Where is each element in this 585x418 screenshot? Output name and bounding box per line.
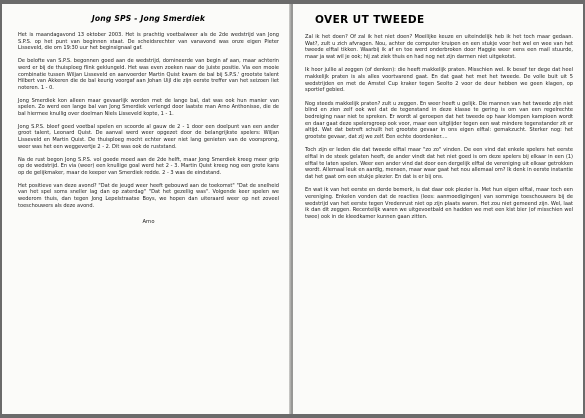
left-paragraph: De belofte van S.P.S. begonnen goed aan de wedstrijd, domineerde van begin af aan, maar achterin werd er bij de thuisploeg flink geklungeld. Het was even zoeken naar de juiste positie. Via een mooie combinatie tussen Wiljan Lisseveld en aanvoerder Martin Quist kwam de bal bij S.P.S.' grootste talent Hilbert van Akkeren die de bal keurig voorgaf aan Johan Uijl die zijn eerste treffer van het seizoen liet noteren. 1 - 0. — [18, 58, 279, 91]
right-paragraph: Nog steeds makkelijk praten? zult u zeggen. En weer heeft u gelijk. Die mannen van het tweede zijn niet blind en zien zelf ook wel dat de tegenstand in deze klasse te gering is om van een regelrechte bedreiging naar niet te spreken. Er wordt al geroepen dat het tweede op haar klompen kampioen wordt en daar gaat deze spelersgroep ook voor, maar een uitglijder tegen een wat mindere tegenstander zit er altijd. Wat dat betreft schuilt het grootste gevaar in ons eigen elftal: gemakzucht. Sterker nog: het grootste gevaar, dat zij we zelf. Een echte doordenker.... — [305, 100, 573, 141]
right-paragraph: Ik hoor jullie al zeggen (of denken): die heeft makkelijk praten. Misschien wel. Ik besef ter dege dat heel makkelijk praten is als alles voortvarend gaat. En dat gaat het met het tweede. De volle buit uit 5 wedstrijden en met de Amstel Cup kraker tegen Seolto 2 voor de deur hebben we geen klagen, op sportief gebied. — [305, 67, 573, 94]
left-paragraph: Na de rust begon Jong S.P.S. vol goede moed aan de 2de helft, maar Jong Smerdiek kreeg meer grip op de wedstrijd. En via (weer) een knullige goal werd het 2 - 3. Martin Quist kreeg nog een grote kans op de gelijkmaker, maar de keeper van Smerdiek redde. 2 - 3 was de eindstand. — [18, 156, 279, 176]
left-page — [2, 4, 291, 414]
right-paragraph: Zal ik het doen? Of zal ik het niet doen? Moeilijke keuze en uiteindelijk heb ik het toch maar gedaan. Wat?, zult u zich afvragen. Nou, achter de computer kruipen en een stukje voor het wel en wee van het tweede elftal tikken. Waarbij ik af en toe werd onderbroken door Haggie weer eens een mail stuurde, maar ja wat wil je ook; hij zat ziek thuis en had nog net zijn darmen niet uitgekotst. — [305, 34, 573, 61]
right-page — [293, 4, 583, 414]
right-paragraph: Toch zijn er leden die dat tweede elftal maar "zo zo" vinden. De een vind dat enkele spelers het eerste elftal in de steek gelaten heeft, de ander vindt dat het niet goed is om deze spelers bij elkaar in een (1) elftal te laten spelen. Weer een ander vind dat door een dergelijk elftal de vereniging uit elkaar getrokken wordt. Allemaal leuk en aardig, mensen, maar waar gaat het nou allemaal om? Ik denk in eerste instantie dat het gaat om een stukje plezier. En dat is er bij ons. — [305, 147, 574, 181]
left-paragraph: Jong Smerdiek kon alleen maar gevaarlijk worden met de lange bal, dat was ook hun manier van spelen. Zo werd een lange bal van Jong Smerdiek verlengd door laatste man Arno Anthonisse, die de bal hiermee knullig over doelman Niels Lisseveld kopte, 1 - 1. — [18, 97, 279, 118]
left-paragraph: Het positieve van deze avond? "Dat de jeugd weer heeft gebouwd aan de toekomst" "Dat de snelheid van het spel soms sneller lag dan op zaterdag" "Dat het gezellig was". Volgende keer spelen we wederom thuis, dan tegen Jong Lepelstraatse Boys, we hopen dan uiteraard weer op net zoveel toeschouwers als deze avond. — [18, 182, 279, 209]
right-page-title: OVER UT TWEEDE — [315, 14, 425, 26]
right-paragraph: En wat ik van het eerste en derde bemerk, is dat daar ook plezier is. Met hun eigen elftal, maar toch een vereniging. Enkelen vonden dat de reacties (lees: aanmoedigingen) van sommige toeschouwers bij de wedstrijd van het eerste tegen Vredenrust niet op zijn plaats waren. Het zou niet gemeend zijn. Wel, laat ik dan dit zeggen. Recentelijk waren we uitgevoetbald en hadden we met een kist bier (of misschien wel twee) ook in de kleedkamer kunnen gaan zitten. — [305, 187, 573, 221]
left-page-title: Jong SPS - Jong Smerdiek — [91, 14, 206, 23]
left-paragraph: Het is maandagavond 13 oktober 2003. Het is prachtig voetbalweer als de 2de wedstrijd van Jong S.P.S. op het punt van beginnen staat. De scheidsrechter van vanavond was onze eigen Pieter Lisseveld, die om 19:30 uur het beginsignaal gaf. — [18, 32, 279, 52]
left-paragraph: Jong S.P.S. bleef goed voetbal spelen en scoorde al gauw de 2 - 1 door een doelpunt van een ander groot talent, Leonard Quist. De aanval werd weer opgezet door de belangrijkste spelers: Wiljan Lisseveld en Martin Quist. De thuisploeg mocht echter weer niet lang genieten van de voorsprong, weer was het een weggevertje 2 - 2. Dit was ook de ruststand. — [18, 123, 279, 150]
signature: Arno — [142, 219, 155, 226]
